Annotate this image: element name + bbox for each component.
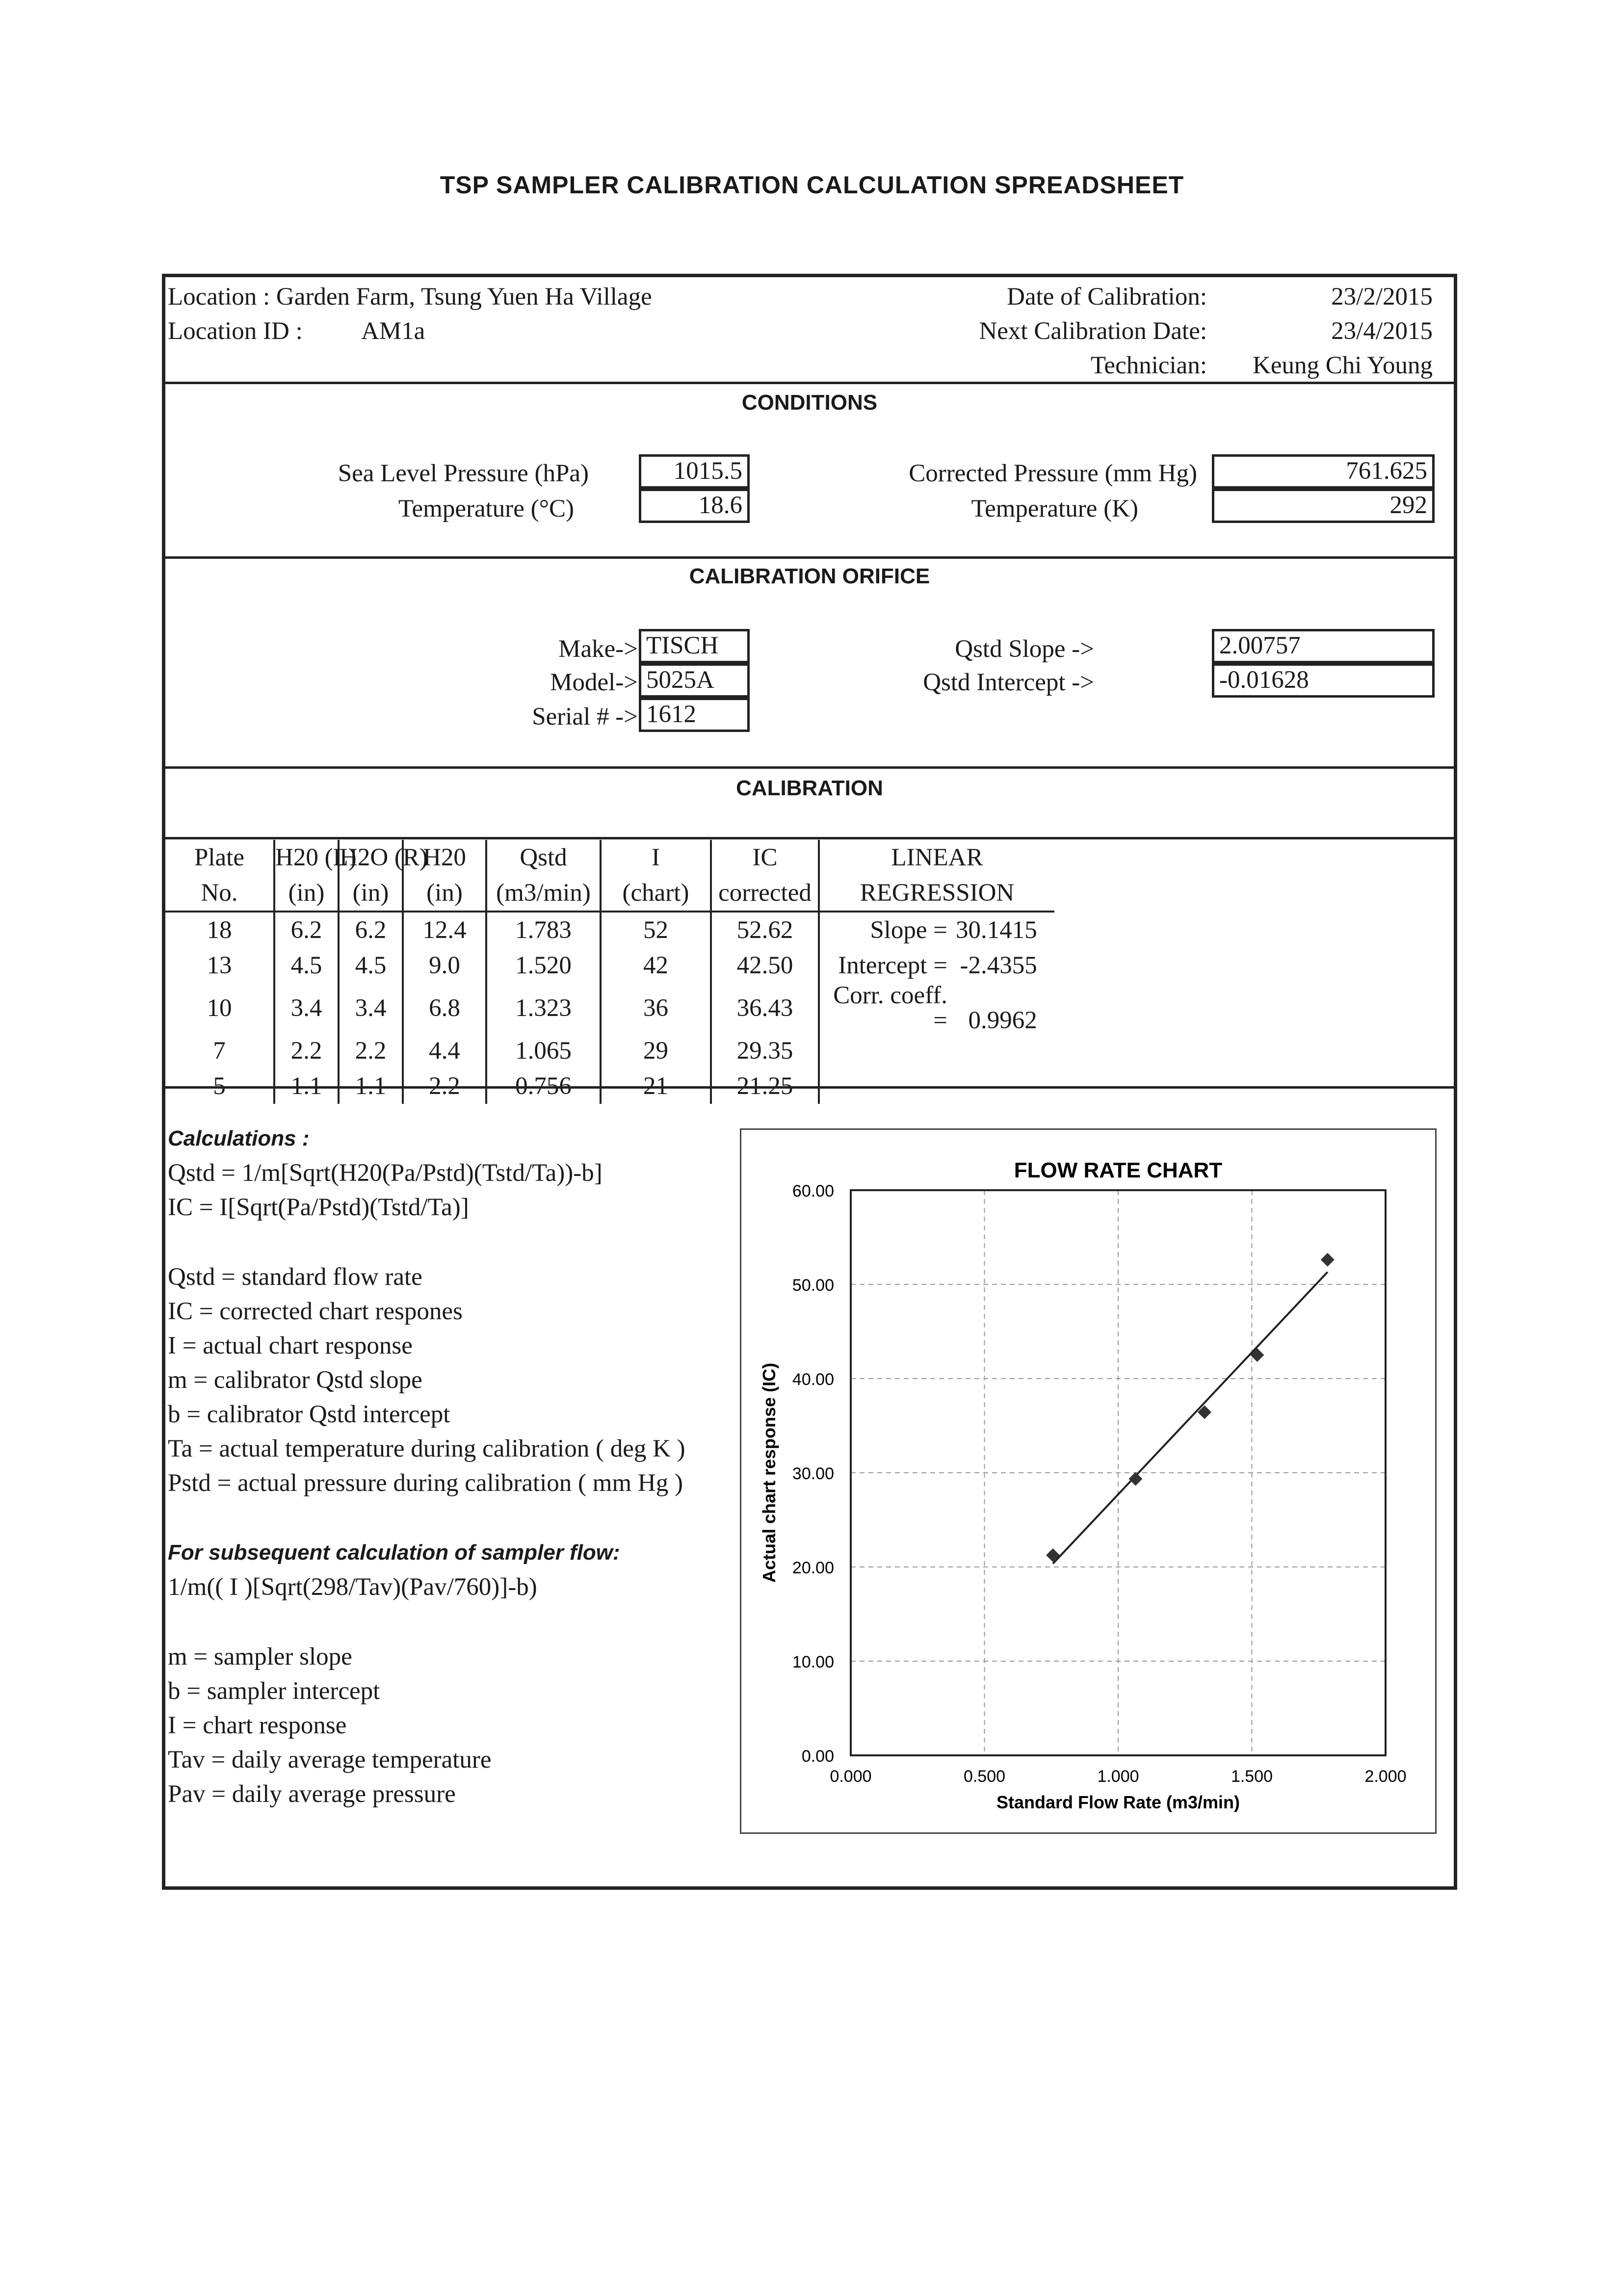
technician: Keung Chi Young: [1253, 352, 1433, 379]
qstd-intercept-value: -0.01628: [1212, 663, 1435, 698]
calc-line: I = chart response: [168, 1712, 347, 1739]
serial-value: 1612: [639, 698, 750, 732]
table-cell: 10: [207, 994, 232, 1022]
subsequent-heading: For subsequent calculation of sampler flow:: [168, 1540, 620, 1565]
header-cell: corrected: [711, 875, 819, 912]
next-calibration-date: 23/4/2015: [1331, 317, 1433, 345]
data-point: [1128, 1472, 1142, 1486]
y-tick-label: 40.00: [792, 1370, 834, 1389]
table-cell: 1.323: [486, 983, 601, 1033]
qstd-slope-value: 2.00757: [1212, 629, 1435, 663]
table-cell: 3.4: [339, 983, 403, 1033]
make-label: Make->: [558, 635, 638, 663]
table-cell: 0.756: [486, 1069, 601, 1104]
regression-corr: [819, 983, 1054, 1033]
table-cell: 7: [213, 1037, 226, 1065]
data-point: [1250, 1348, 1264, 1362]
table-cell: 4.5: [274, 948, 339, 983]
page-title: TSP SAMPLER CALIBRATION CALCULATION SPREADSHEET: [440, 171, 1184, 199]
table-cell: 42.50: [711, 948, 819, 983]
x-tick-label: 2.000: [1364, 1767, 1407, 1786]
data-point: [1046, 1548, 1060, 1562]
regression-corr-label: Corr. coeff. =: [833, 982, 947, 1034]
table-cell: 3.4: [274, 983, 339, 1033]
table-cell: 6.2: [339, 912, 403, 948]
table-cell: 29: [601, 1033, 711, 1069]
calc-line: b = sampler intercept: [168, 1677, 380, 1705]
table-cell: 1.783: [486, 912, 601, 948]
table-cell: 36.43: [711, 983, 819, 1033]
header-cell: LINEAR: [819, 840, 1054, 875]
table-cell: 1.065: [486, 1033, 601, 1069]
header-cell: H2O (R): [339, 840, 403, 875]
y-axis-label: Actual chart response (IC): [759, 1362, 779, 1583]
x-tick-label: 1.000: [1097, 1767, 1139, 1786]
y-tick-label: 50.00: [792, 1276, 834, 1295]
divider: [162, 1086, 1457, 1089]
calibration-table: [165, 840, 1054, 1104]
calc-line: m = sampler slope: [168, 1643, 352, 1670]
next-calibration-label: Next Calibration Date:: [979, 317, 1207, 345]
calc-line: b = calibrator Qstd intercept: [168, 1401, 450, 1428]
table-cell: 13: [207, 951, 232, 979]
temperature-c-value: 18.6: [639, 489, 750, 523]
corrected-pressure-label: Corrected Pressure (mm Hg): [909, 460, 1197, 487]
divider: [162, 556, 1457, 559]
table-cell: 6.2: [274, 912, 339, 948]
regression-slope-value: 30.1415: [956, 916, 1037, 944]
calibration-title: CALIBRATION: [736, 776, 883, 800]
table-cell: 36: [601, 983, 711, 1033]
table-cell: 4.5: [339, 948, 403, 983]
table-row: [165, 1033, 1054, 1069]
regression-intercept: [819, 948, 1054, 983]
divider: [162, 382, 1457, 384]
header-cell: (in): [403, 875, 486, 912]
make-value: TISCH: [639, 629, 750, 663]
calibration-date-label: Date of Calibration:: [1007, 283, 1207, 311]
y-tick-label: 10.00: [792, 1653, 834, 1671]
divider: [162, 837, 1457, 839]
y-tick-label: 20.00: [792, 1559, 834, 1577]
table-cell: 5: [213, 1072, 226, 1100]
x-tick-label: 0.000: [830, 1767, 872, 1786]
table-cell: 6.8: [403, 983, 486, 1033]
x-tick-label: 1.500: [1231, 1767, 1273, 1786]
table-cell: 9.0: [403, 948, 486, 983]
table-cell: 52: [601, 912, 711, 948]
table-cell: 12.4: [403, 912, 486, 948]
y-tick-label: 30.00: [792, 1464, 834, 1483]
temperature-k-label: Temperature (K): [971, 495, 1138, 522]
orifice-title: CALIBRATION ORIFICE: [689, 564, 930, 588]
table-cell: 21: [601, 1069, 711, 1104]
table-cell: 52.62: [711, 912, 819, 948]
regression-intercept-label: Intercept =: [838, 951, 947, 979]
header-cell: IC: [711, 840, 819, 875]
table-cell: 2.2: [339, 1033, 403, 1069]
calculations-heading: Calculations :: [168, 1126, 310, 1150]
sampler-formula: 1/m(( I )[Sqrt(298/Tav)(Pav/760)]-b): [168, 1573, 537, 1601]
header-cell: REGRESSION: [819, 875, 1054, 912]
location-id: AM1a: [361, 317, 425, 345]
header-cell: H20: [403, 840, 486, 875]
calc-line: IC = corrected chart respones: [168, 1298, 463, 1325]
calc-line: Pav = daily average pressure: [168, 1780, 456, 1808]
table-cell: 42: [601, 948, 711, 983]
corrected-pressure-value: 761.625: [1212, 454, 1435, 489]
calc-line: Ta = actual temperature during calibration ( deg K ): [168, 1435, 685, 1462]
location-id-label: Location ID :: [168, 317, 303, 345]
flow-rate-chart: [740, 1128, 1437, 1834]
data-point: [1321, 1253, 1335, 1267]
table-cell: [819, 1033, 1054, 1069]
table-row: [165, 983, 1054, 1033]
divider: [162, 766, 1457, 769]
calc-line: Tav = daily average temperature: [168, 1746, 492, 1774]
table-cell: 4.4: [403, 1033, 486, 1069]
table-cell: 1.520: [486, 948, 601, 983]
header-cell: No.: [165, 875, 274, 912]
table-cell: 1.1: [274, 1069, 339, 1104]
y-tick-label: 0.00: [801, 1747, 834, 1766]
header-cell: (in): [274, 875, 339, 912]
header-cell: (chart): [601, 875, 711, 912]
calc-line: m = calibrator Qstd slope: [168, 1366, 422, 1394]
regression-slope: [819, 912, 1054, 948]
serial-label: Serial # ->: [532, 703, 638, 731]
table-cell: 21.25: [711, 1069, 819, 1104]
chart-title: FLOW RATE CHART: [1014, 1158, 1223, 1182]
model-label: Model->: [550, 669, 638, 696]
qstd-slope-label: Qstd Slope ->: [955, 635, 1094, 663]
calc-line: I = actual chart response: [168, 1332, 413, 1359]
table-header-row: [165, 840, 1054, 875]
x-tick-label: 0.500: [963, 1767, 1006, 1786]
calc-line: Pstd = actual pressure during calibration ( mm Hg ): [168, 1469, 683, 1497]
sea-level-pressure-label: Sea Level Pressure (hPa): [338, 460, 589, 487]
header-cell: (m3/min): [486, 875, 601, 912]
table-cell: 1.1: [339, 1069, 403, 1104]
x-axis-label: Standard Flow Rate (m3/min): [996, 1792, 1240, 1812]
calc-line: Qstd = 1/m[Sqrt(H20(Pa/Pstd)(Tstd/Ta))-b]: [168, 1159, 602, 1187]
model-value: 5025A: [639, 663, 750, 698]
regression-intercept-value: -2.4355: [960, 951, 1037, 979]
temperature-c-label: Temperature (°C): [398, 495, 574, 522]
location-label: Location : Garden Farm, Tsung Yuen Ha Village: [168, 283, 652, 311]
sea-level-pressure-value: 1015.5: [639, 454, 750, 489]
regression-corr-value: 0.9962: [968, 1007, 1037, 1034]
header-cell: Qstd: [486, 840, 601, 875]
temperature-k-value: 292: [1212, 489, 1435, 523]
qstd-intercept-label: Qstd Intercept ->: [923, 669, 1094, 696]
trendline: [1053, 1272, 1328, 1564]
table-header-row: [165, 875, 1054, 912]
header-cell: (in): [339, 875, 403, 912]
calc-line: IC = I[Sqrt(Pa/Pstd)(Tstd/Ta)]: [168, 1194, 469, 1221]
table-row: [165, 948, 1054, 983]
table-cell: 18: [207, 916, 232, 944]
table-cell: 2.2: [274, 1033, 339, 1069]
table-cell: 2.2: [403, 1069, 486, 1104]
y-tick-label: 60.00: [792, 1182, 834, 1200]
header-cell: Plate: [194, 843, 244, 871]
conditions-title: CONDITIONS: [741, 391, 878, 415]
regression-slope-label: Slope =: [870, 916, 947, 944]
table-row: [165, 912, 1054, 948]
header-cell: H20 (L): [274, 840, 339, 875]
table-cell: 29.35: [711, 1033, 819, 1069]
calibration-date: 23/2/2015: [1331, 283, 1433, 311]
technician-label: Technician:: [1090, 352, 1207, 379]
calc-line: Qstd = standard flow rate: [168, 1263, 422, 1291]
header-cell: I: [601, 840, 711, 875]
